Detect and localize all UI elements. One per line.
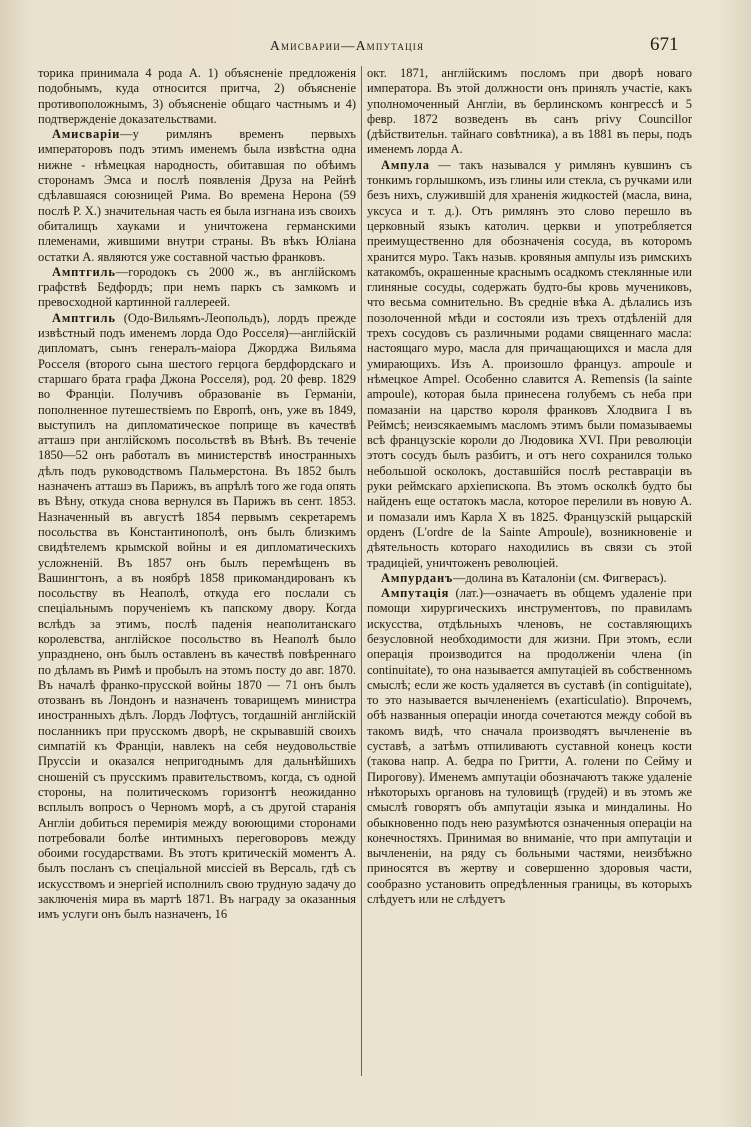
entry-continuation — [38, 66, 356, 127]
entry-amputation — [367, 586, 692, 907]
page-header — [0, 34, 751, 62]
entry-text: —городокъ съ 2000 ж., въ англійскомъ графствѣ Бедфордъ; при немъ паркъ съ замкомъ и превосходной картинной галлереей. — [38, 264, 356, 310]
right-column — [367, 66, 692, 1106]
entry-headword: Ампула — [381, 157, 430, 172]
column-divider — [361, 66, 362, 1076]
entry-text: — такъ назывался у римлянъ кувшинъ съ тонкимъ горлышкомъ, изъ глины или стекла, съ ручками или безъ нихъ, служившій для храненія жидкостей (масла, вина, уксуса и т. д.). Отъ римлянъ это слово перешло въ церковный языкъ католич. церкви и употребляется преимущественно для обозначенія сосуда, въ которомъ хранится муро. Такъ назыв. кровяныя ампулы изъ римскихъ катакомбъ, окрашенные краснымъ осадкомъ стеклянные или глиняные сосуды, содержать будто-бы кровь мучениковъ, что весьма сомнительно. Въ средніе вѣка А. дѣлались изъ позолоченной мѣди и состояли изъ трехъ отдѣленій для трехъ сосудовъ съ различными родами священнаго масла: настоящаго муро, масла для причащающихся и масла для умирающихъ. Изъ А. произошло француз. ampoule и нѣмецкое Ampel. Особенно славится А. Remensis (la sainte ampoule), которая была принесена голубемъ съ неба при помазаніи на царство короля франковъ Хлодвига I въ Реймсѣ; неизсякаемымъ масломъ этимъ были помазываемы всѣ французскіе короли до Людовика XVI. При революціи этотъ сосудъ былъ разбитъ, и отъ него сохранился только небольшой осколокъ, доставшійся послѣ реставраціи въ руки реймскаго архіепископа. Въ этомъ осколкѣ будто бы найденъ еще остатокъ масла, которое перелили въ новую А. и помазали имъ Карла X въ 1825. Французскій рыцарскій орденъ (L'ordre de la Sainte Ampoule), возникновеніе и дѣятельность котораго находились въ связи съ этой традиціей, уничтоженъ революціей. — [367, 157, 692, 570]
entry-amisvarii — [38, 127, 356, 265]
entry-ampula — [367, 158, 692, 571]
entry-ampurdan — [367, 571, 692, 586]
running-title: Амисварии—Ампутація — [270, 38, 425, 53]
entry-text: (Одо-Вильямъ-Леопольдъ), лордъ прежде извѣстный подъ именемъ лорда Одо Росселя)—англійскій дипломатъ, сынъ генералъ-маіора Джорджа Вильяма Росселя (второго сына шестого герцога бердфордскаго и старшаго брата графа Джона Росселя), род. 20 февр. 1829 во Франціи. Получивъ образованіе въ Германіи, пополненное путешествіемъ по Европѣ, онъ, уже въ 1849, выступилъ на дипломатическое поприще въ качествѣ атташэ при англійскомъ посольствѣ въ Вѣнѣ. Въ теченіе 1850—52 онъ работалъ въ министерствѣ иностранныхъ дѣлъ подъ руководствомъ Пальмерстона. Въ 1852 былъ назначенъ атташэ въ Парижъ, въ апрѣлѣ того же года опять въ Вѣну, откуда снова вернулся въ Парижъ въ сент. 1853. Назначенный въ августѣ 1854 первымъ секретаремъ посольства въ Константинополѣ, онъ былъ близкимъ свидѣтелемъ крымской войны и ея дипломатическихъ усложненій. Въ 1857 онъ былъ перемѣщенъ въ Вашингтонъ, а въ ноябрѣ 1858 прикомандированъ къ посольству въ Неаполѣ, откуда его послали съ спеціальнымъ порученіемъ къ папскому двору. Когда вслѣдъ за этимъ, послѣ паденія неаполитанскаго королевства, англійское посольство въ Неаполѣ было упразднено, онъ былъ оставленъ въ качествѣ повѣреннаго по дѣламъ въ Римѣ и пробылъ на этомъ посту до авг. 1870. Въ началѣ франко-прусской войны 1870 — 71 онъ былъ отозванъ въ Лондонъ и назначенъ товарищемъ министра иностранныхъ дѣлъ. Лордъ Лофтусъ, тогдашній англійскій посланникъ при прусскомъ дворѣ, не скрывавшій своихъ симпатій къ Франціи, навлекъ на себя неудовольствіе Пруссіи и оказался непригоднымъ для дальнѣйшихъ сношеній съ прусскимъ правительствомъ, когда, съ одной стороны, на политическомъ горизонтѣ неожиданно всплылъ вопросъ о Черномъ морѣ, а съ другой старанія Англіи добиться перемирія между воюющими сторонами потребовали болѣе интимныхъ переговоровъ между обоими государствами. Въ этотъ критическій моментъ А. былъ посланъ съ спеціальной миссіей въ Версаль, гдѣ съ искусствомъ и энергіей исполнилъ свою трудную задачу до заключенія мира въ мартѣ 1871. Въ награду за оказанныя имъ услуги онъ былъ назначенъ, 16 — [38, 310, 356, 922]
entry-continuation — [367, 66, 692, 158]
entry-ampthill-town — [38, 265, 356, 311]
page-number: 671 — [650, 34, 679, 55]
entry-text: (лат.)—означаетъ въ общемъ удаленіе при помощи хирургическихъ инструментовъ, по правиламъ искусства, отдѣльныхъ членовъ, не составляющихъ безусловной необходимости для жизни. При этомъ, если операція производится на продолженіи члена (in continuitate), то она называется ампутаціей въ собственномъ смыслѣ; если же кость удаляется въ суставѣ (in contiguitate), то это называется вычлененіемъ (exarticulatio). Впрочемъ, обѣ названныя операціи иногда сочетаются между собой въ такомъ видѣ, что сначала производятъ вычлененіе въ суставѣ, а затѣмъ отпиливаютъ суставной конецъ кости (такова напр. А. бедра по Гритти, А. голени по Сейму и Пирогову). Именемъ ампутаціи обозначаютъ также удаленіе нѣкоторыхъ органовъ на туловищѣ (грудей) и въ этомъ же смыслѣ говорятъ объ ампутаціи языка и миндалины. Но обыкновенно подъ нею разумѣются означенныя операціи на конечностяхъ. Принимая во вниманіе, что при ампутаціи и вычлененіи, на ряду съ больными частями, неизбѣжно приносятся въ жертву и совершенно здоровыя части, сообразно установить опредѣленныя границы, въ которыхъ слѣдуетъ или не слѣдуетъ — [367, 586, 692, 907]
entry-headword: Амптгиль — [52, 264, 116, 279]
entry-text: —у римлянъ временъ первыхъ императоровъ подъ этимъ именемъ была извѣстна одна нижне - нѣмецкая народность, обитавшая по обѣимъ сторонамъ Эмса и послѣ появленія Друза на Рейнѣ сдѣлавшаяся союзницей Рима. Во времена Нерона (59 послѣ Р. Х.) значительная часть ея была изгнана изъ своихъ обиталищъ хауками и уничтожена германскими племенами, жившими внутри страны. Въ вѣкъ Юліана остатки А. являются уже составной частью франковъ. — [38, 127, 356, 264]
entry-text: торика принимала 4 рода А. 1) объясненіе предложенія подобнымъ, куда относится притча, 2) объясненіе противоположнымъ, 3) объясненіе общаго частнымъ и 4) подтвержденіе доказательствами. — [38, 66, 356, 126]
left-column — [38, 66, 356, 1106]
entry-headword: Ампурданъ — [381, 570, 454, 585]
entry-text: —долина въ Каталоніи (см. Фигверасъ). — [453, 570, 667, 585]
entry-headword: Ампутація — [381, 586, 450, 601]
entry-text: окт. 1871, англійскимъ посломъ при дворѣ новаго императора. Въ этой должности онъ принялъ участіе, какъ уполномоченный Англіи, въ берлинскомъ конгрессѣ и 5 февр. 1872 возведенъ въ санъ privy Councillor (дѣйствительн. тайнаго совѣтника), а въ 1881 въ перы, подъ именемъ лорда А. — [367, 66, 692, 157]
entry-ampthill-lord — [38, 311, 356, 923]
entry-headword: Амптгиль — [52, 310, 116, 325]
entry-headword: Амисваріи — [52, 127, 121, 142]
